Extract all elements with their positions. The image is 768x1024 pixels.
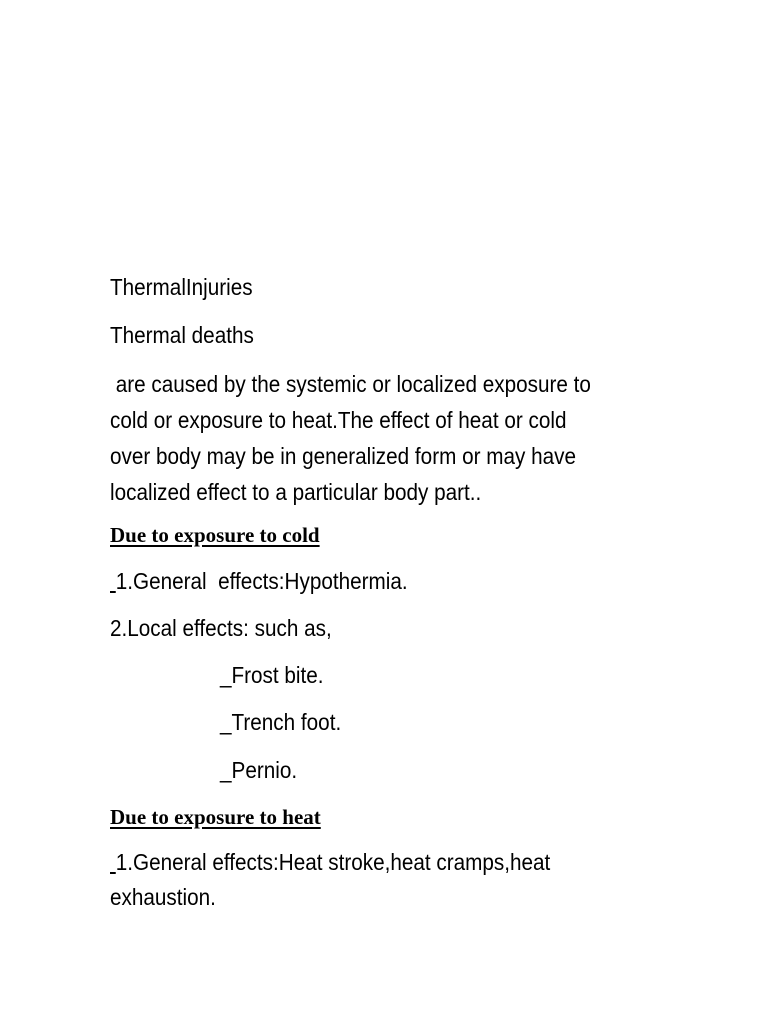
cold-local-item-frost-bite: _Frost bite. (220, 662, 324, 688)
cold-local-effects: 2.Local effects: such as, (110, 615, 332, 641)
cold-local-item-pernio: _Pernio. (220, 757, 298, 783)
intro-line-1: are caused by the systemic or localized exposure to (110, 371, 591, 397)
cold-general-effects (110, 564, 408, 599)
intro-paragraph (110, 366, 641, 510)
heat-section-heading: Due to exposure to heat (110, 805, 321, 829)
cold-general-text: 1.General effects:Hypothermia. (115, 568, 408, 594)
cold-section-heading: Due to exposure to cold (110, 523, 320, 547)
heat-general-effects-line-2: exhaustion. (110, 884, 216, 910)
intro-line-4: localized effect to a particular body part.. (110, 479, 482, 505)
document-subtitle: Thermal deaths (110, 322, 254, 348)
intro-line-2: cold or exposure to heat.The effect of heat or cold (110, 407, 567, 433)
cold-local-item-trench-foot: _Trench foot. (220, 709, 342, 735)
heat-general-effects-line-1 (110, 845, 550, 880)
heat-general-text: 1.General effects:Heat stroke,heat cramps,heat (115, 849, 551, 875)
intro-line-3: over body may be in generalized form or may have (110, 443, 576, 469)
document-title: ThermalInjuries (110, 274, 253, 300)
